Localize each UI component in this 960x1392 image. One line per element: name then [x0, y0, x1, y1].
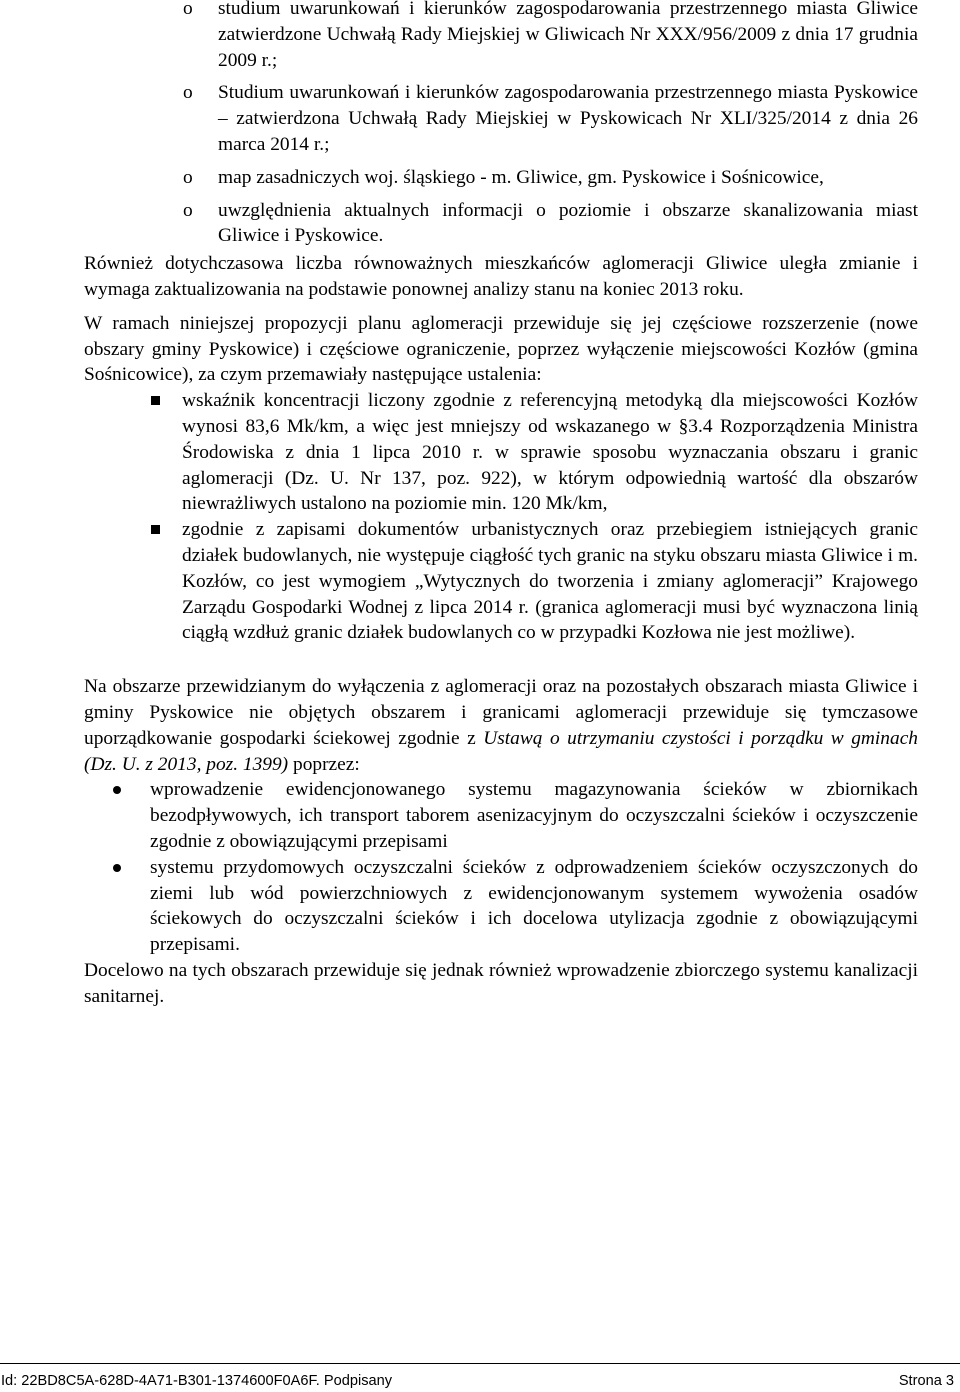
page-footer [0, 1363, 960, 1392]
circle-bullet-icon: o [183, 166, 193, 188]
spacer [84, 646, 918, 674]
source-documents-list [84, 0, 918, 249]
square-bullet-icon [151, 525, 160, 534]
circle-bullet-icon: o [183, 82, 193, 104]
measures-list [84, 777, 918, 958]
list-item-text: zgodnie z zapisami dokumentów urbanistycznych oraz przebiegiem istniejących granic działek budowlanych, nie występuje ciągłość tych granic na styku obszaru miasta Gliwice i m. Kozłów, co jest wymogiem „Wytycznych do tworzenia i zmiany aglomeracji” Krajowego Zarządu Gospodarki Wodnej z lipca 2014 r. (granica aglomeracji musi być wyznaczona linią ciągłą wzdłuż granic działek budowlanych co w przypadki Kozłowa nie jest możliwe). [182, 519, 918, 644]
list-item [84, 517, 918, 646]
list-item-text: Studium uwarunkowań i kierunków zagospodarowania przestrzennego miasta Pyskowice – zatwierdzona Uchwałą Rady Miejskiej w Pyskowicach Nr XLI/325/2014 z dnia 26 marca 2014 r.; [218, 82, 918, 155]
law-reference: Ustawą o utrzymaniu czystości i porządku w gminach (Dz. U. z 2013, poz. 1399) [84, 727, 918, 775]
paragraph-tail: poprzez: [288, 753, 360, 775]
square-bullet-icon [151, 396, 160, 405]
bullet-icon [113, 786, 121, 794]
list-item [84, 388, 918, 517]
list-item [84, 0, 918, 73]
list-item-text: studium uwarunkowań i kierunków zagospodarowania przestrzennego miasta Gliwice zatwierdzone Uchwałą Rady Miejskiej w Gliwicach Nr XXX/956/2009 z dnia 17 grudnia 2009 r.; [218, 0, 918, 71]
list-item-text: systemu przydomowych oczyszczalni ścieków z odprowadzeniem ścieków oczyszczonych do ziemi lub wód powierzchniowych z ewidencjonowanym systemem wywożenia osadów ściekowych do oczyszczalni ścieków i ich docelowa utylizacja zgodnie z obowiązującymi przepisami. [150, 856, 918, 956]
list-item [84, 165, 918, 191]
list-item [84, 777, 918, 854]
paragraph-temporary-measures [84, 674, 918, 777]
paragraph-lead: Na obszarze przewidzianym do wyłączenia z aglomeracji oraz na pozostałych obszarach miasta Gliwice i gminy Pyskowice nie objętych obszarem i granicami aglomeracji przewiduje się tymczasowe uporządkowanie gospodarki ściekowej zgodnie z [84, 676, 918, 749]
circle-bullet-icon: o [183, 199, 193, 221]
paragraph-final-goal: Docelowo na tych obszarach przewiduje się jednak również wprowadzenie zbiorczego systemu kanalizacji sanitarnej. [84, 959, 918, 1007]
list-item [84, 855, 918, 958]
circle-bullet-icon: o [183, 0, 193, 19]
list-item-text: uwzględnienia aktualnych informacji o poziomie i obszarze skanalizowania miast Gliwice i Pyskowice. [218, 199, 918, 247]
findings-list [84, 388, 918, 646]
list-item-text: wskaźnik koncentracji liczony zgodnie z referencyjną metodyką dla miejscowości Kozłów wynosi 83,6 Mk/km, a więc jest mniejszy od wskazanego w §3.4 Rozporządzenia Ministra Środowiska z dnia 1 lipca 2010 r. w sprawie sposobu wyznaczania obszaru i granic aglomeracji (Dz. U. Nr 137, poz. 922), w którym odpowiednią wartość dla obszarów niewrażliwych ustalono na poziomie min. 120 Mk/km, [182, 390, 918, 515]
document-id: Id: 22BD8C5A-628D-4A71-B301-1374600F0A6F. Podpisany [1, 1373, 393, 1389]
list-item [84, 198, 918, 250]
list-item-text: map zasadniczych woj. śląskiego - m. Gliwice, gm. Pyskowice i Sośnicowice, [218, 166, 824, 188]
document-body [84, 0, 918, 1009]
list-item [84, 80, 918, 157]
list-item-text: wprowadzenie ewidencjonowanego systemu magazynowania ścieków w zbiornikach bezodpływowych, ich transport taborem asenizacyjnym do oczyszczalni ścieków i oczyszczenie zgodnie z obowiązującymi przepisami [150, 779, 918, 852]
paragraph-population-change: Również dotychczasowa liczba równoważnych mieszkańców aglomeracji Gliwice uległa zmianie i wymaga zaktualizowania na podstawie ponownej analizy stanu na koniec 2013 roku. [84, 253, 918, 300]
paragraph-agglomeration-plan: W ramach niniejszej propozycji planu aglomeracji przewiduje się jej częściowe rozszerzenie (nowe obszary gminy Pyskowice) i częściowe ograniczenie, poprzez wyłączenie miejscowości Kozłów (gmina Sośnicowice), za czym przemawiały następujące ustalenia: [84, 312, 918, 386]
page-number: Strona 3 [898, 1373, 954, 1389]
bullet-icon [113, 864, 121, 872]
